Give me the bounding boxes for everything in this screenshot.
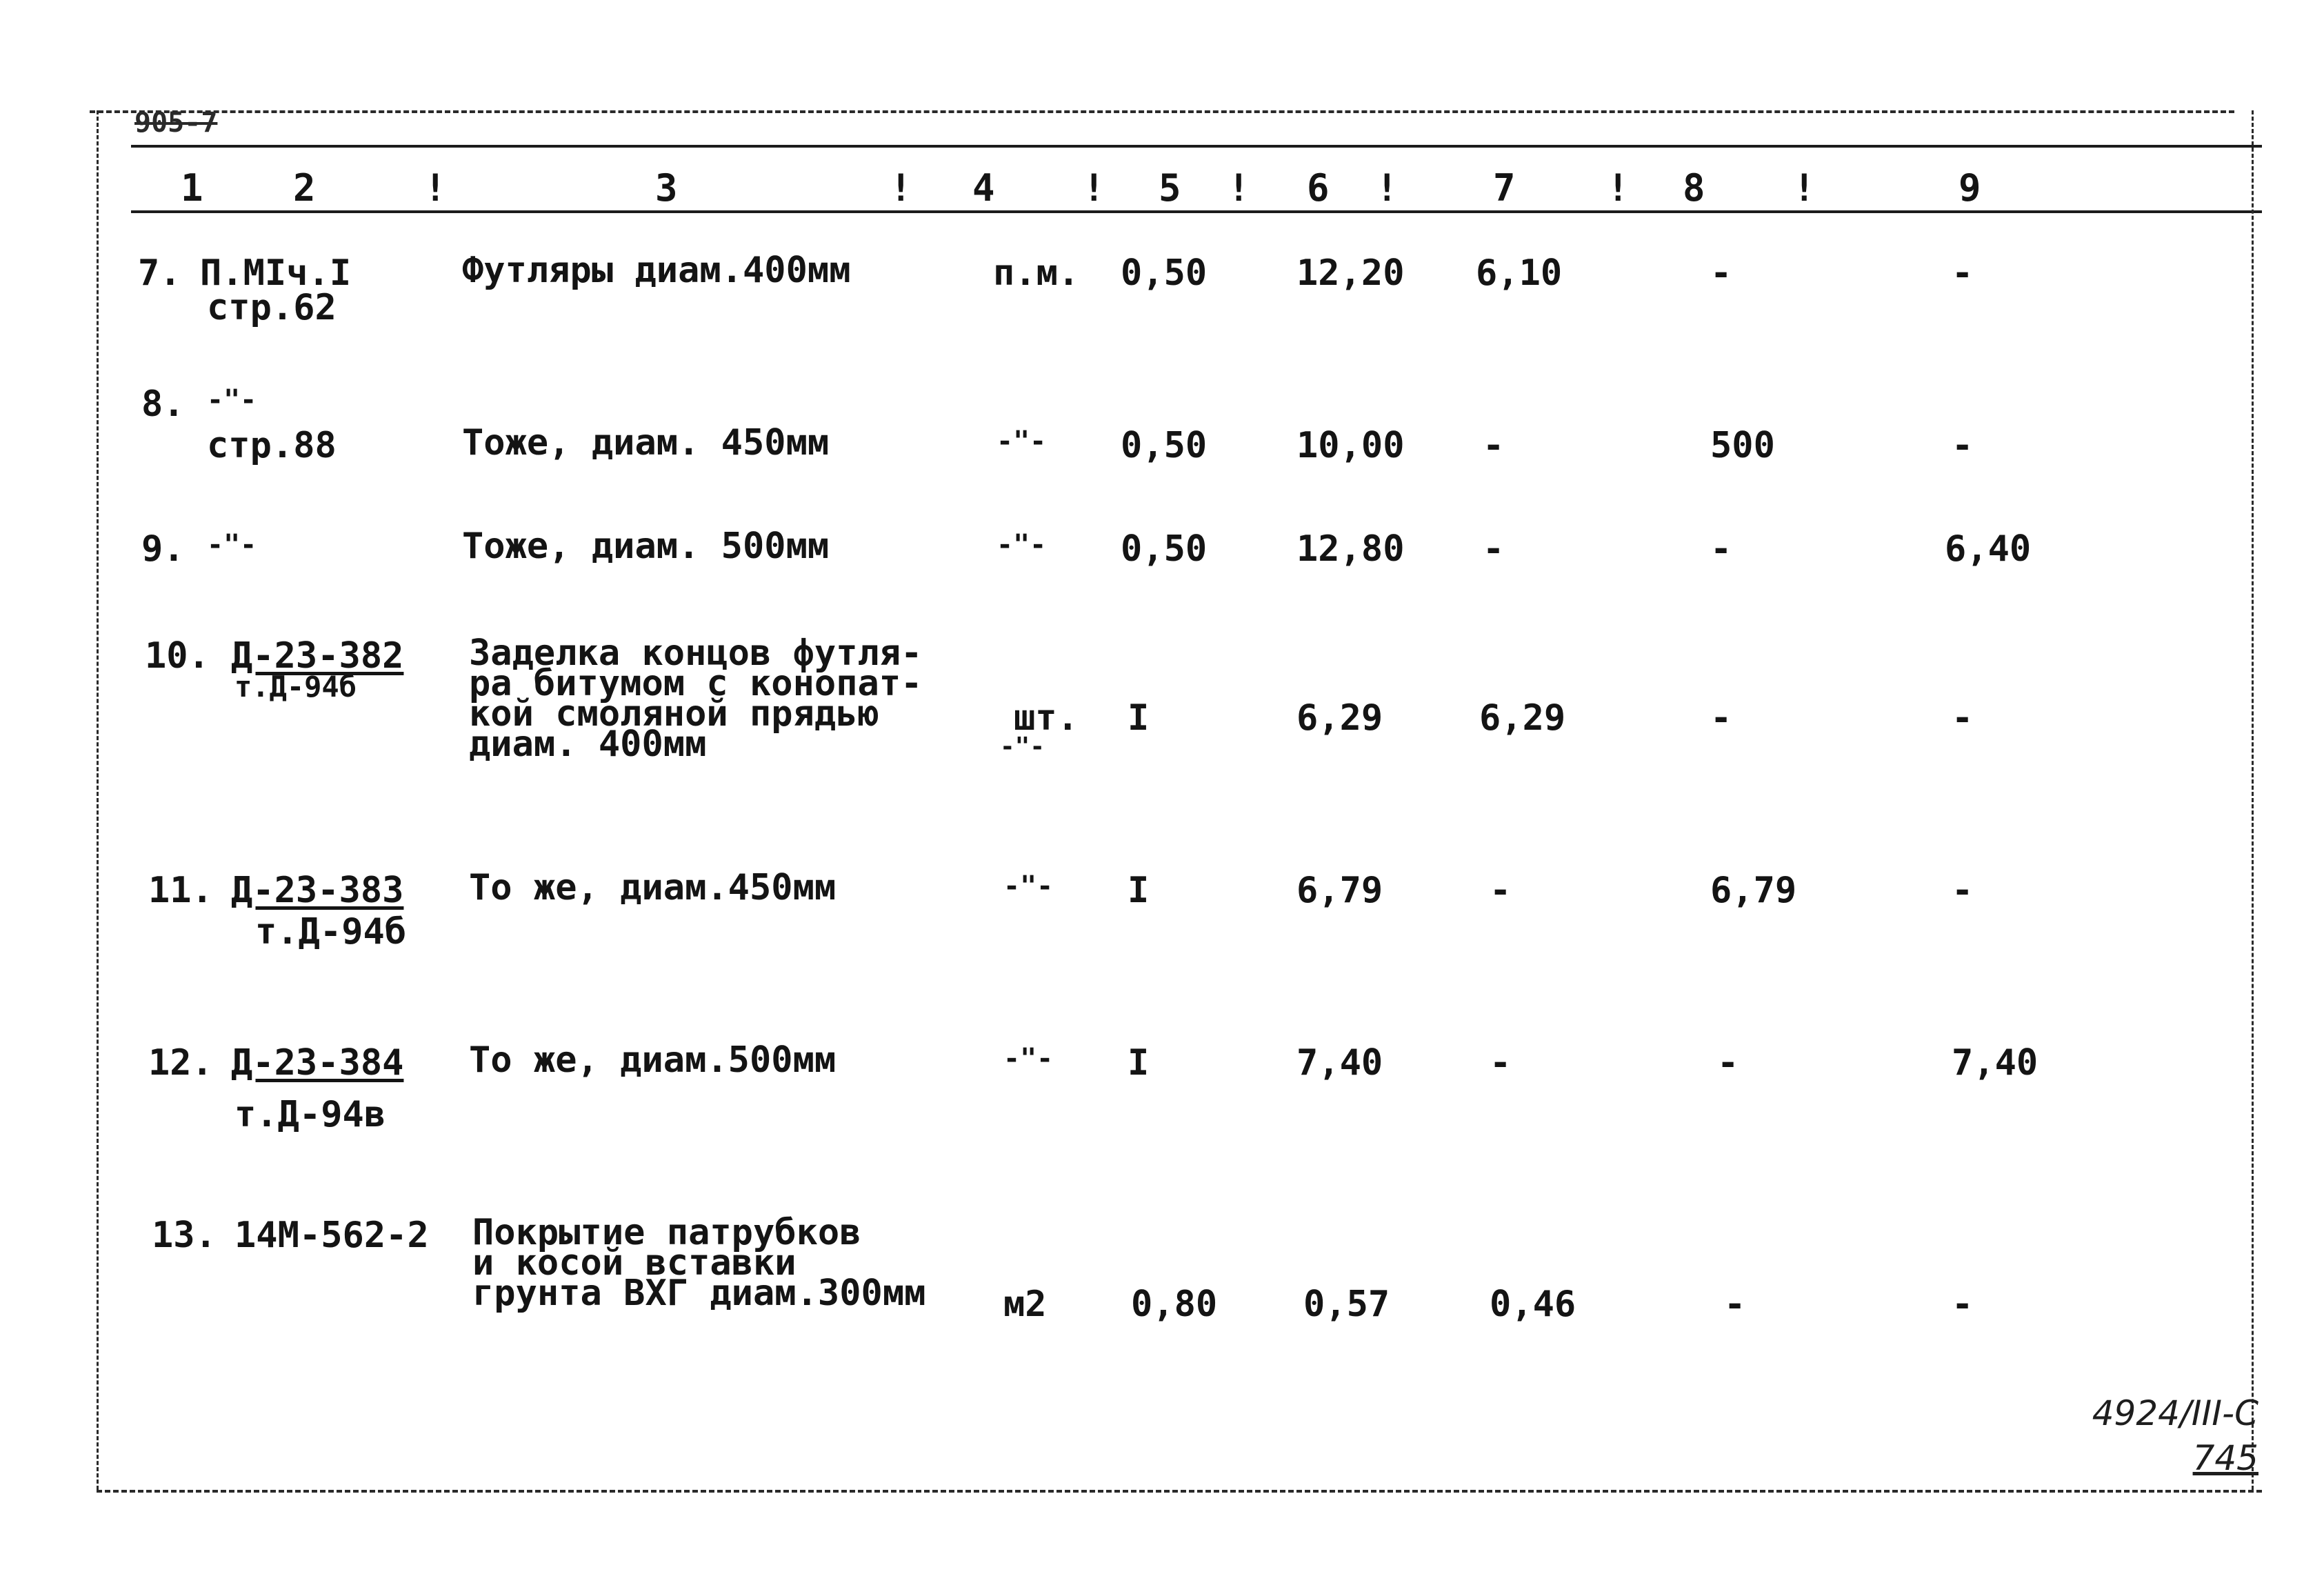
reference-page: стр.88: [207, 425, 337, 466]
column-separator: !: [1083, 166, 1105, 210]
row-number: 12.: [148, 1042, 213, 1084]
column-6-value: 10,00: [1296, 425, 1405, 466]
row-number: 10.: [145, 635, 210, 677]
column-6-value: 6,79: [1296, 870, 1383, 911]
unit: -"-: [996, 529, 1047, 561]
item-description: Футляры диам.400мм: [462, 250, 851, 291]
column-header: 7: [1493, 166, 1516, 210]
column-9-value: 7,40: [1952, 1042, 2038, 1084]
column-6-value: 0,57: [1303, 1284, 1390, 1325]
quantity: 0,50: [1121, 252, 1208, 294]
bottom-frame-line: [97, 1490, 2262, 1493]
column-9-value: -: [1952, 870, 1974, 911]
archive-stamp-code: 4924/III-С: [2092, 1393, 2258, 1433]
column-6-value: 12,20: [1296, 252, 1405, 294]
item-description: То же, диам.500мм: [469, 1039, 837, 1081]
reference-table: т.Д-94в: [234, 1094, 386, 1135]
unit: м2: [1003, 1284, 1047, 1325]
column-separator: !: [1793, 166, 1816, 210]
reference-code: Д-23-384: [231, 1042, 404, 1084]
row-number: 7.: [138, 252, 181, 294]
column-7-value: 6,10: [1476, 252, 1563, 294]
reference-code: -"-: [207, 529, 257, 561]
column-7-value: -: [1483, 528, 1505, 570]
unit: -"-: [1003, 870, 1054, 902]
column-7-value: -: [1490, 870, 1512, 911]
item-description: Тоже, диам. 450мм: [462, 422, 830, 464]
column-separator: !: [1376, 166, 1399, 210]
reference-code: П.МIч.I: [200, 252, 352, 294]
quantity: 0,50: [1121, 425, 1208, 466]
column-separator: !: [1607, 166, 1630, 210]
unit-ditto: -"-: [1000, 733, 1045, 761]
column-6-value: 6,29: [1296, 697, 1383, 739]
column-8-value: 6,79: [1710, 870, 1797, 911]
column-7-value: -: [1490, 1042, 1512, 1084]
column-header: 9: [1959, 166, 1981, 210]
unit: -"-: [996, 426, 1047, 457]
item-description: Покрытие патрубков и косой вставки грунта ВХГ диам.300мм: [472, 1212, 926, 1314]
reference-code: -"-: [207, 384, 257, 416]
left-frame-line: [97, 110, 99, 1490]
top-frame-line: [90, 110, 2234, 113]
column-header: 1: [181, 166, 203, 210]
column-header: 6: [1307, 166, 1330, 210]
column-8-value: -: [1710, 252, 1732, 294]
column-8-value: -: [1710, 528, 1732, 570]
column-header: 2: [293, 166, 316, 210]
reference-table: т.Д-94б: [255, 911, 407, 953]
quantity: 0,50: [1121, 528, 1208, 570]
column-8-value: 500: [1710, 425, 1775, 466]
column-header: 8: [1683, 166, 1705, 210]
unit: п.м.: [993, 252, 1080, 294]
unit: шт.: [1014, 697, 1079, 739]
sheet-code: 905-7: [134, 107, 218, 139]
page-number: 745: [2192, 1438, 2258, 1478]
column-7-value: 6,29: [1479, 697, 1566, 739]
column-separator: !: [890, 166, 912, 210]
column-7-value: -: [1483, 425, 1505, 466]
column-9-value: -: [1952, 1284, 1974, 1325]
column-8-value: -: [1710, 697, 1732, 739]
row-number: 9.: [141, 528, 185, 570]
row-number: 11.: [148, 870, 213, 911]
column-7-value: 0,46: [1490, 1284, 1576, 1325]
row-number: 8.: [141, 383, 185, 425]
column-6-value: 12,80: [1296, 528, 1405, 570]
column-9-value: -: [1952, 252, 1974, 294]
item-description: Тоже, диам. 500мм: [462, 526, 830, 567]
right-frame-line: [2252, 110, 2254, 1490]
column-separator: !: [424, 166, 447, 210]
row-number: 13.: [152, 1215, 217, 1256]
item-description: То же, диам.450мм: [469, 867, 837, 908]
quantity: 0,80: [1131, 1284, 1218, 1325]
reference-page: стр.62: [207, 287, 337, 328]
unit: -"-: [1003, 1043, 1054, 1075]
quantity: I: [1128, 697, 1150, 739]
header-top-line: [131, 145, 2262, 148]
column-9-value: 6,40: [1945, 528, 2032, 570]
item-description: Заделка концов футля- ра битумом с конопат- кой смоляной прядью диам. 400мм: [469, 632, 923, 765]
column-header: 5: [1159, 166, 1181, 210]
quantity: I: [1128, 870, 1150, 911]
column-9-value: -: [1952, 697, 1974, 739]
reference-code: 14М-562-2: [234, 1215, 429, 1256]
reference-table: т.Д-94б: [234, 670, 357, 704]
column-8-value: -: [1717, 1042, 1739, 1084]
column-separator: !: [1228, 166, 1250, 210]
column-header: 4: [972, 166, 995, 210]
reference-code: Д-23-382: [231, 635, 404, 677]
column-8-value: -: [1724, 1284, 1746, 1325]
reference-code: Д-23-383: [231, 870, 404, 911]
column-6-value: 7,40: [1296, 1042, 1383, 1084]
column-9-value: -: [1952, 425, 1974, 466]
column-header: 3: [655, 166, 678, 210]
header-bottom-line: [131, 210, 2262, 213]
quantity: I: [1128, 1042, 1150, 1084]
